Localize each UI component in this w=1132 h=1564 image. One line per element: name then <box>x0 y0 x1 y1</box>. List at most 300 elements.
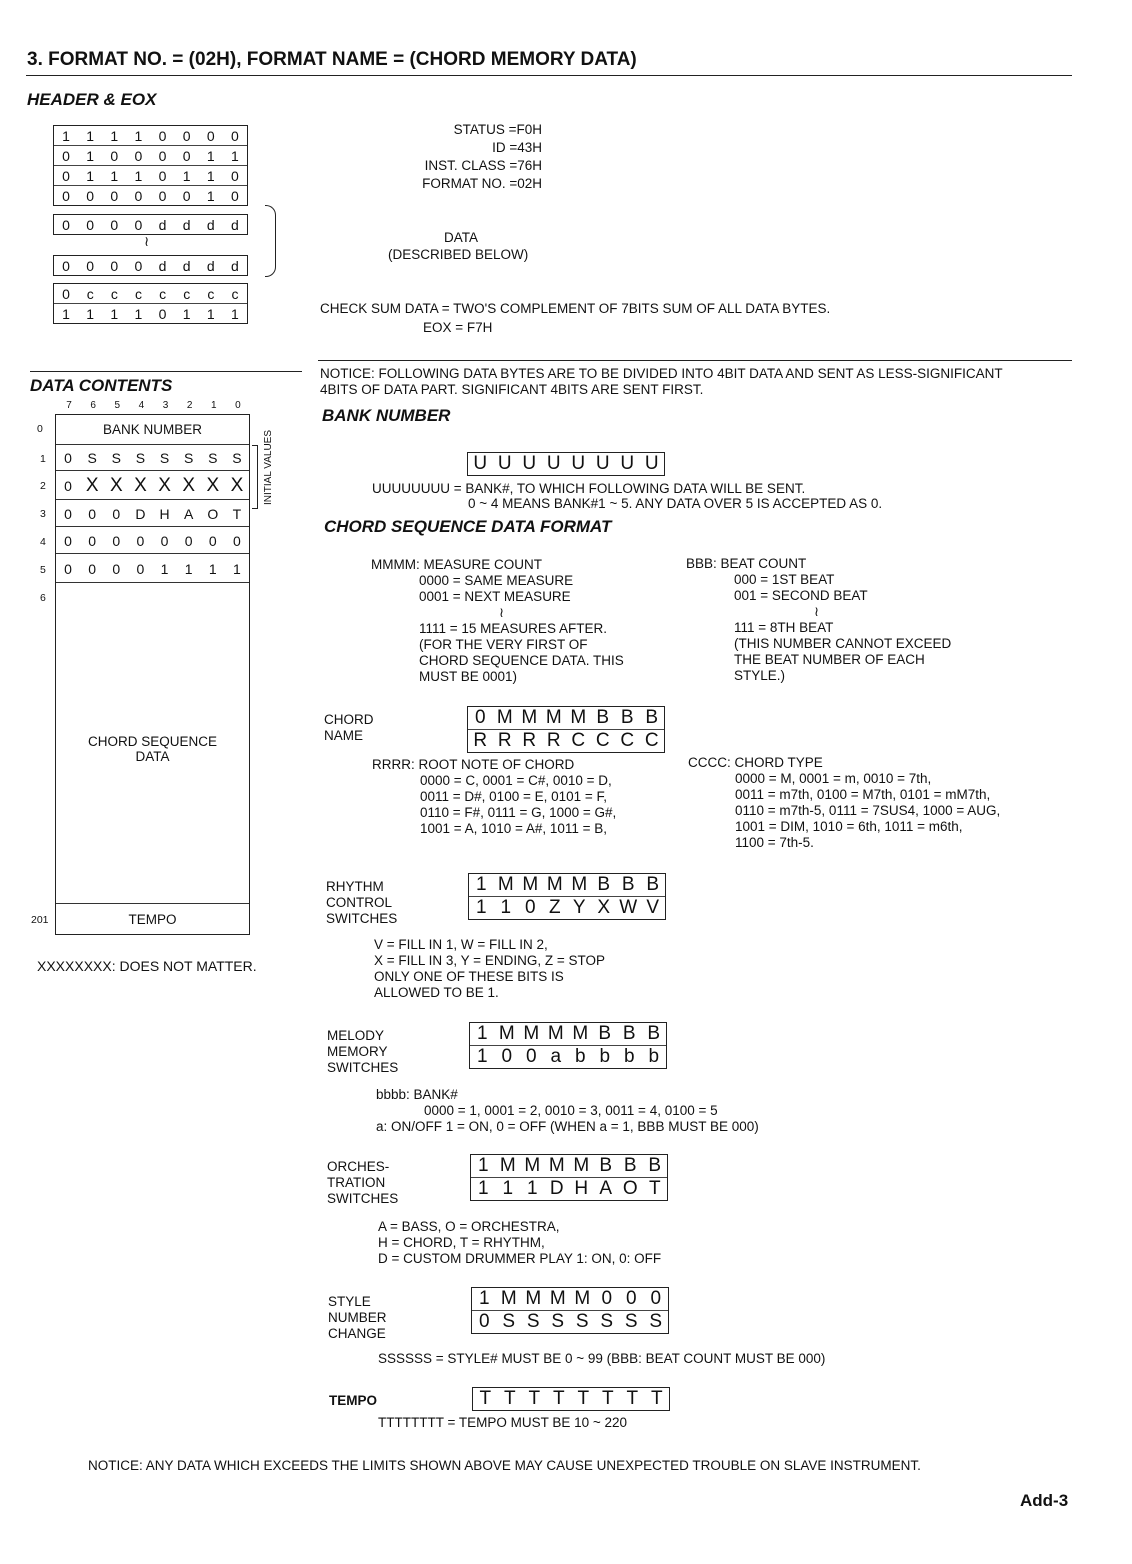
data-row <box>54 256 247 275</box>
bit-cell: 1 <box>86 127 95 144</box>
bit-cell: 0 <box>62 187 70 204</box>
bit-cell: S <box>551 1311 565 1332</box>
bit-cell: d <box>158 257 167 274</box>
bit-cell: M <box>573 1155 590 1176</box>
bit-cell: S <box>111 450 121 466</box>
bit-cell: 1 <box>184 560 193 577</box>
desc-line: 1100 = 7th-5. <box>735 835 814 850</box>
bit-number-header <box>57 400 250 412</box>
bit-cell: 0 <box>88 560 97 577</box>
chord-seq-heading: CHORD SEQUENCE DATA FORMAT <box>324 517 612 536</box>
bit-cell: 0 <box>158 305 167 322</box>
status-row <box>54 165 247 185</box>
style-row <box>472 1288 668 1310</box>
data-contents-table <box>55 414 250 935</box>
bit-cell: 1 <box>475 874 487 895</box>
bit-cell: 1 <box>206 147 215 164</box>
row-index-0: 0 <box>37 423 43 435</box>
bit-cell: T <box>601 1388 614 1409</box>
desc-line: bbbb: BANK# <box>376 1087 458 1102</box>
bit-cell: 1 <box>233 560 241 577</box>
bit-cell: S <box>649 1311 663 1332</box>
bit-cell: 0 <box>208 532 217 549</box>
bit-cell: 1 <box>86 305 95 322</box>
bit-cell: 1 <box>86 167 95 184</box>
bit-cell: 0 <box>86 216 95 233</box>
bit-cell: 0 <box>158 167 167 184</box>
bit-cell: 1 <box>500 897 512 918</box>
bit-cell: 0 <box>136 560 145 577</box>
bit-cell: O <box>622 1178 638 1199</box>
bit-cell: X <box>206 474 220 496</box>
bit-cell: 1 <box>206 187 215 204</box>
bit-cell: 0 <box>231 127 239 144</box>
tempo-init-row <box>56 553 249 583</box>
bit-cell: 0 <box>158 187 167 204</box>
bit-cell: S <box>575 1311 589 1332</box>
bit-cell: V <box>646 897 660 918</box>
rhythm-desc <box>374 937 694 1001</box>
zero-row <box>56 526 249 554</box>
bit-cell: B <box>599 1155 613 1176</box>
bit-number: 6 <box>90 400 96 411</box>
orchestration-desc <box>378 1219 738 1267</box>
bit-cell: 0 <box>158 127 167 144</box>
bit-cell: T <box>552 1388 565 1409</box>
bit-cell: 1 <box>86 147 95 164</box>
bit-cell: M <box>547 1023 564 1044</box>
bit-cell: D <box>549 1178 564 1199</box>
desc-line: 0110 = m7th-5, 0111 = 7SUS4, 1000 = AUG, <box>735 803 1001 818</box>
tempo-rule <box>56 903 249 904</box>
bit-cell: d <box>231 216 239 233</box>
bit-cell: d <box>182 216 191 233</box>
bit-cell: U <box>497 453 512 474</box>
bit-cell: 1 <box>206 167 215 184</box>
bit-cell: 0 <box>231 187 239 204</box>
bit-cell: 0 <box>474 707 486 728</box>
root-note-desc <box>372 757 682 837</box>
header-eox-heading: HEADER & EOX <box>27 90 157 109</box>
bit-cell: A <box>599 1178 613 1199</box>
bit-cell: 0 <box>64 505 72 522</box>
bit-cell: 0 <box>182 187 191 204</box>
bit-cell: D <box>135 505 146 522</box>
data-contents-heading: DATA CONTENTS <box>30 376 173 395</box>
bit-cell: b <box>599 1046 611 1067</box>
chord-row <box>468 707 664 729</box>
bit-cell: X <box>109 474 123 496</box>
style-label: STYLE NUMBER CHANGE <box>328 1294 387 1341</box>
bit-cell: M <box>572 1023 589 1044</box>
bit-cell: Z <box>548 897 561 918</box>
bit-cell: B <box>598 1023 612 1044</box>
bit-number: 7 <box>66 400 72 411</box>
bit-cell: M <box>496 707 513 728</box>
bit-cell: S <box>208 450 218 466</box>
bit-cell: M <box>549 1288 566 1309</box>
bit-cell: U <box>473 453 488 474</box>
status-label-line: STATUS =F0H <box>453 122 542 137</box>
bit-cell: B <box>646 874 660 895</box>
desc-line: 111 = 8TH BEAT <box>734 620 834 635</box>
chord-name-label: CHORD NAME <box>324 712 374 743</box>
chord-type-desc <box>688 755 1068 851</box>
bit-cell: 0 <box>625 1288 637 1309</box>
bit-cell: S <box>232 450 242 466</box>
desc-line: CHORD SEQUENCE DATA. THIS <box>419 653 624 668</box>
bit-cell: 1 <box>231 305 239 322</box>
bit-cell: 1 <box>110 167 119 184</box>
bit-cell: 0 <box>184 532 193 549</box>
chord-name-bytes <box>467 706 665 753</box>
bit-cell: U <box>644 453 659 474</box>
desc-line: ONLY ONE OF THESE BITS IS <box>374 969 564 984</box>
desc-line: V = FILL IN 1, W = FILL IN 2, <box>374 937 548 952</box>
bit-cell: X <box>597 897 611 918</box>
desc-line: 0110 = F#, 0111 = G, 1000 = G#, <box>420 805 617 820</box>
bit-cell: B <box>622 1023 636 1044</box>
orchestration-label: ORCHES- TRATION SWITCHES <box>327 1159 399 1206</box>
bit-number: 4 <box>138 400 145 411</box>
bit-cell: S <box>87 450 97 466</box>
tempo-byte <box>472 1387 670 1411</box>
bit-cell: S <box>135 450 146 466</box>
desc-line: ALLOWED TO BE 1. <box>374 985 499 1000</box>
bit-number: 3 <box>162 400 169 411</box>
status-label-line: FORMAT NO. =02H <box>422 176 542 191</box>
bit-cell: S <box>624 1311 638 1332</box>
bit-cell: 0 <box>64 450 72 466</box>
bit-cell: T <box>503 1388 516 1409</box>
checksum-eox-table <box>53 283 248 324</box>
bit-cell: 1 <box>134 127 143 144</box>
bit-cell: R <box>522 730 537 751</box>
data-row <box>54 215 247 234</box>
sequence-start-rule <box>56 582 249 583</box>
bit-cell: M <box>525 1288 542 1309</box>
bit-cell: S <box>159 450 170 466</box>
bit-cell: A <box>184 505 194 522</box>
bit-cell: M <box>548 1155 565 1176</box>
desc-line: 1111 = 15 MEASURES AFTER. <box>419 621 607 636</box>
bit-cell: M <box>545 707 562 728</box>
rhythm-bytes <box>468 873 666 920</box>
bit-cell: d <box>158 216 167 233</box>
melody-row <box>470 1023 666 1045</box>
bit-cell: T <box>626 1388 639 1409</box>
data-range-tilde: ≀ <box>144 233 150 249</box>
initial-values-bracket <box>252 445 258 509</box>
bit-cell: C <box>571 730 586 751</box>
desc-line: 0000 = 1, 0001 = 2, 0010 = 3, 0011 = 4, 0100 = 5 <box>424 1103 718 1118</box>
bit-cell: M <box>499 1155 516 1176</box>
chord-row <box>468 729 664 752</box>
bit-cell: 0 <box>62 147 70 164</box>
bit-cell: 1 <box>478 1288 490 1309</box>
bit-cell: U <box>595 453 610 474</box>
style-number-row <box>56 444 249 471</box>
bit-cell: 0 <box>112 532 121 549</box>
desc-line: STYLE.) <box>734 668 786 683</box>
bit-cell: M <box>574 1288 591 1309</box>
bit-cell: b <box>623 1046 635 1067</box>
bit-cell: T <box>528 1388 541 1409</box>
data-label: DATA <box>444 230 479 245</box>
bit-cell: B <box>648 1155 662 1176</box>
bit-cell: 0 <box>64 532 72 549</box>
tempo-label: TEMPO <box>329 1393 378 1408</box>
bit-cell: U <box>522 453 537 474</box>
desc-line: 1001 = DIM, 1010 = 6th, 1011 = m6th, <box>735 819 963 834</box>
bit-cell: 0 <box>231 167 239 184</box>
bit-cell: C <box>644 730 659 751</box>
orchestration-row <box>56 499 249 527</box>
bit-cell: 0 <box>62 167 70 184</box>
data-sublabel: (DESCRIBED BELOW) <box>388 247 529 262</box>
data-byte-last <box>53 255 248 276</box>
page-number: Add-3 <box>1020 1491 1069 1510</box>
status-label-line: ID =43H <box>492 140 542 155</box>
bit-cell: d <box>182 257 191 274</box>
style-row <box>472 1310 668 1333</box>
bit-cell: R <box>473 730 488 751</box>
range-tilde: ≀ <box>499 605 505 620</box>
desc-line: MMMM: MEASURE COUNT <box>371 557 542 572</box>
left-section-rule <box>30 371 302 372</box>
rhythm-label: RHYTHM CONTROL SWITCHES <box>326 879 398 926</box>
desc-line: CCCC: CHORD TYPE <box>688 755 823 770</box>
bit-number: 1 <box>211 400 217 411</box>
row-index-1: 1 <box>40 453 46 465</box>
bit-cell: M <box>524 1155 541 1176</box>
bit-cell: Y <box>572 897 586 918</box>
bit-cell: c <box>86 285 94 302</box>
desc-line: 1001 = A, 1010 = A#, 1011 = B, <box>420 821 608 836</box>
desc-line: 0000 = M, 0001 = m, 0010 = 7th, <box>735 771 932 786</box>
bit-cell: 0 <box>134 257 143 274</box>
bit-cell: X <box>230 474 244 496</box>
desc-line: X = FILL IN 3, Y = ENDING, Z = STOP <box>374 953 605 968</box>
bit-cell: M <box>497 874 514 895</box>
bit-cell: M <box>500 1288 517 1309</box>
tempo-cell: TEMPO <box>128 912 177 927</box>
bit-cell: M <box>522 874 539 895</box>
tempo-desc: TTTTTTTT = TEMPO MUST BE 10 ~ 220 <box>378 1415 628 1430</box>
bit-cell: 0 <box>501 1046 513 1067</box>
desc-line: 0000 = C, 0001 = C#, 0010 = D, <box>420 773 612 788</box>
desc-line: 0001 = NEXT MEASURE <box>419 589 571 604</box>
bit-cell: X <box>182 474 196 496</box>
bank-number-heading: BANK NUMBER <box>322 406 451 425</box>
desc-line: 0011 = D#, 0100 = E, 0101 = F, <box>420 789 608 804</box>
bit-cell: B <box>621 874 635 895</box>
row-index-4: 4 <box>40 536 46 548</box>
undefined-row <box>56 470 249 500</box>
bit-cell: 1 <box>182 167 191 184</box>
bit-cell: 0 <box>64 477 72 494</box>
status-row <box>54 126 247 145</box>
bank-desc-2: 0 ~ 4 MEANS BANK#1 ~ 5. ANY DATA OVER 5 IS ACCEPTED AS 0. <box>468 496 883 511</box>
bit-cell: 1 <box>206 305 215 322</box>
bit-cell: B <box>597 874 611 895</box>
measure-count-desc <box>371 557 671 685</box>
bit-cell: 1 <box>110 305 119 322</box>
bit-cell: c <box>134 285 142 302</box>
bit-cell: 0 <box>134 216 143 233</box>
checksum-row <box>54 284 247 303</box>
checksum-label: CHECK SUM DATA = TWO'S COMPLEMENT OF 7BITS SUM OF ALL DATA BYTES. <box>320 301 831 316</box>
bit-cell: M <box>521 707 538 728</box>
bit-cell: 1 <box>134 167 143 184</box>
bit-cell: a <box>550 1046 562 1067</box>
style-bytes <box>471 1287 669 1334</box>
bit-cell: X <box>158 474 171 496</box>
bit-number: 5 <box>114 400 121 411</box>
bit-cell: B <box>596 707 610 728</box>
melody-label: MELODY MEMORY SWITCHES <box>327 1028 399 1075</box>
status-row <box>54 185 247 205</box>
title-rule <box>26 75 1072 76</box>
bit-cell: 0 <box>110 216 119 233</box>
bit-cell: U <box>571 453 586 474</box>
bit-cell: 0 <box>158 147 167 164</box>
desc-line: 0000 = SAME MEASURE <box>419 573 574 588</box>
bit-cell: 1 <box>475 897 487 918</box>
page-title: 3. FORMAT NO. = (02H), FORMAT NAME = (CHORD MEMORY DATA) <box>27 49 637 70</box>
bit-cell: 0 <box>86 257 95 274</box>
checksum-row <box>54 303 247 323</box>
bank-number-cell: BANK NUMBER <box>102 422 202 437</box>
eox-label: EOX = F7H <box>423 320 493 335</box>
bit-number: 2 <box>186 400 193 411</box>
desc-line: D = CUSTOM DRUMMER PLAY 1: ON, 0: OFF <box>378 1251 662 1266</box>
desc-line: (FOR THE VERY FIRST OF <box>419 637 588 652</box>
desc-line: H = CHORD, T = RHYTHM, <box>378 1235 545 1250</box>
bit-cell: 0 <box>88 505 97 522</box>
bit-cell: T <box>650 1388 663 1409</box>
row-index-6: 6 <box>40 592 46 604</box>
desc-line: 0011 = m7th, 0100 = M7th, 0101 = mM7th, <box>735 787 991 802</box>
bit-cell: 0 <box>86 187 95 204</box>
notice-bottom: NOTICE: ANY DATA WHICH EXCEEDS THE LIMITS SHOWN ABOVE MAY CAUSE UNEXPECTED TROUBLE ON SLAVE INSTRUMENT. <box>88 1458 921 1473</box>
bit-cell: M <box>546 874 563 895</box>
data-byte-first <box>53 214 248 235</box>
bit-cell: W <box>619 897 638 918</box>
desc-line: 000 = 1ST BEAT <box>734 572 835 587</box>
desc-line: RRRR: ROOT NOTE OF CHORD <box>372 757 575 772</box>
bit-cell: S <box>184 450 194 466</box>
melody-bytes <box>469 1022 667 1069</box>
bank-row <box>468 453 664 475</box>
bit-cell: 1 <box>477 1155 489 1176</box>
bit-cell: 0 <box>136 532 145 549</box>
bit-cell: T <box>577 1388 590 1409</box>
bit-cell: B <box>620 707 634 728</box>
row-index-2: 2 <box>40 480 46 492</box>
melody-desc <box>376 1087 876 1135</box>
bit-cell: C <box>620 730 635 751</box>
orchestration-bytes <box>470 1154 668 1201</box>
desc-line: THE BEAT NUMBER OF EACH <box>734 652 925 667</box>
bit-cell: 0 <box>62 257 70 274</box>
bit-cell: 1 <box>182 305 191 322</box>
status-bytes-table <box>53 125 248 206</box>
bit-cell: d <box>206 216 215 233</box>
bit-cell: 1 <box>477 1178 489 1199</box>
x-note: XXXXXXXX: DOES NOT MATTER. <box>37 958 257 974</box>
bit-cell: d <box>231 257 239 274</box>
bit-cell: M <box>571 874 588 895</box>
bit-cell: R <box>497 730 512 751</box>
tempo-row <box>473 1388 669 1410</box>
bit-cell: B <box>645 707 659 728</box>
range-tilde: ≀ <box>814 604 820 619</box>
beat-count-desc <box>686 556 996 684</box>
bit-cell: 1 <box>134 305 143 322</box>
chord-sequence-label: CHORD SEQUENCE DATA <box>87 734 217 764</box>
bit-cell: c <box>110 285 118 302</box>
desc-line: BBB: BEAT COUNT <box>686 556 807 571</box>
bit-cell: 0 <box>64 560 72 577</box>
bit-cell: 1 <box>208 560 217 577</box>
bit-cell: S <box>502 1311 516 1332</box>
bit-cell: 0 <box>160 532 169 549</box>
bit-cell: M <box>498 1023 515 1044</box>
desc-line: (THIS NUMBER CANNOT EXCEED <box>734 636 952 651</box>
bit-cell: 0 <box>525 1046 537 1067</box>
bit-cell: 0 <box>134 147 143 164</box>
bit-cell: U <box>620 453 635 474</box>
bit-cell: B <box>623 1155 637 1176</box>
bit-cell: M <box>523 1023 540 1044</box>
initial-values-label: INITIAL VALUES <box>263 429 274 505</box>
orchestration-row <box>471 1155 667 1177</box>
bit-cell: X <box>134 474 147 496</box>
desc-line: A = BASS, O = ORCHESTRA, <box>378 1219 560 1234</box>
style-desc: SSSSSS = STYLE# MUST BE 0 ~ 99 (BBB: BEAT COUNT MUST BE 000) <box>378 1351 826 1366</box>
bit-cell: c <box>159 285 167 302</box>
bit-cell: c <box>231 285 239 302</box>
bit-cell: X <box>85 474 99 496</box>
bit-cell: 0 <box>601 1288 613 1309</box>
bit-cell: 1 <box>110 127 119 144</box>
bit-number: 0 <box>235 400 241 411</box>
melody-row <box>470 1045 666 1068</box>
bit-cell: 0 <box>110 147 119 164</box>
status-labels <box>320 121 550 193</box>
bit-cell: 0 <box>182 147 191 164</box>
bit-cell: H <box>159 505 170 522</box>
bit-cell: d <box>206 257 215 274</box>
bank-desc-1: UUUUUUUU = BANK#, TO WHICH FOLLOWING DATA WILL BE SENT. <box>372 481 806 496</box>
orchestration-row <box>471 1177 667 1200</box>
bit-cell: 0 <box>650 1288 662 1309</box>
bit-cell: S <box>526 1311 540 1332</box>
bit-cell: 0 <box>112 560 121 577</box>
bit-cell: 1 <box>502 1178 514 1199</box>
status-label-line: INST. CLASS =76H <box>424 158 542 173</box>
bit-cell: 0 <box>524 897 536 918</box>
bit-cell: 1 <box>476 1046 488 1067</box>
notice-top: NOTICE: FOLLOWING DATA BYTES ARE TO BE DIVIDED INTO 4BIT DATA AND SENT AS LESS-SIGNIFICANT 4BITS OF DATA PART. SIGNIFICANT 4BITS ARE SENT FIRST. <box>320 366 1003 397</box>
bit-cell: 0 <box>62 216 70 233</box>
bit-cell: b <box>648 1046 660 1067</box>
bit-cell: 1 <box>62 127 70 144</box>
bit-cell: 0 <box>134 187 143 204</box>
data-brace <box>265 205 276 277</box>
rhythm-row <box>469 874 665 896</box>
